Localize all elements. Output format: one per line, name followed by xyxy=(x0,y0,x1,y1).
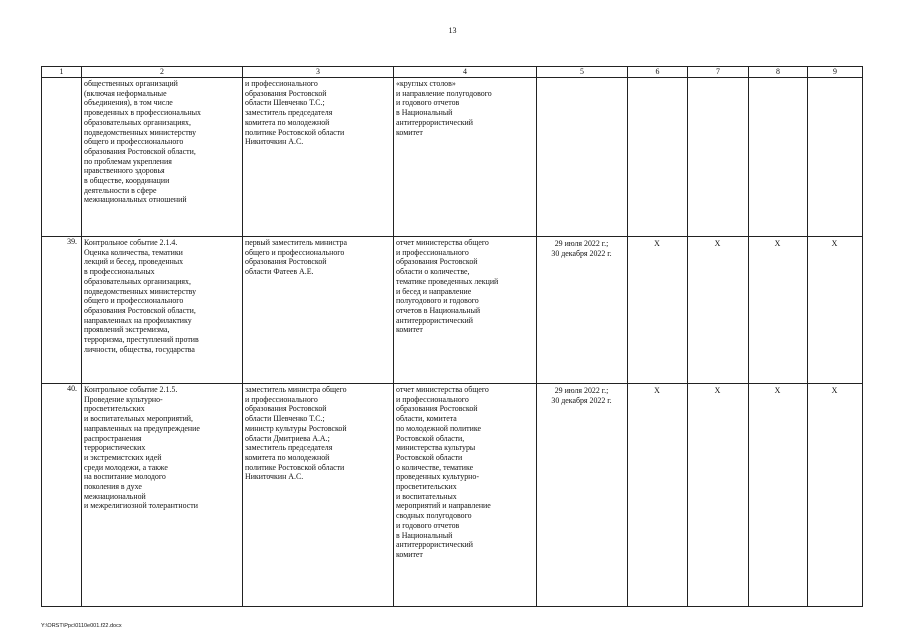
column-header: 8 xyxy=(749,67,808,78)
mark-cell xyxy=(688,78,749,237)
mark-cell: X xyxy=(628,237,688,384)
mark-cell: X xyxy=(688,237,749,384)
column-number-row xyxy=(42,67,863,78)
mark-cell: X xyxy=(628,384,688,607)
result-cell: «круглых столов» и направление полугодового и годового отчетов в Национальный антитеррористический комитет xyxy=(394,78,537,237)
date-cell: 29 июля 2022 г.; 30 декабря 2022 г. xyxy=(537,384,628,607)
event-cell: Контрольное событие 2.1.5. Проведение культурно- просветительских и воспитательных мероприятий, направленных на предупреждение распространения террористических и экстремистских идей среди молодежи, а также на воспитание молодого поколения в духе межнациональной и межрелигиозной толерантности xyxy=(82,384,243,607)
mark-cell xyxy=(808,78,863,237)
table-row xyxy=(42,78,863,237)
column-header: 5 xyxy=(537,67,628,78)
event-cell: общественных организаций (включая неформальные объединения), в том числе проведенных в профессиональных образовательных организациях, подведомственных министерству общего и профессионального образования Ростовской области, по проблемам укрепления нравственного здоровья в обществе, координации деятельности в сфере межнациональных отношений xyxy=(82,78,243,237)
column-header: 2 xyxy=(82,67,243,78)
mark-cell: X xyxy=(749,237,808,384)
event-cell: Контрольное событие 2.1.4. Оценка количества, тематики лекций и бесед, проведенных в профессиональных образовательных организациях, подведомственных министерству общего и профессионального образования Ростовской области, направленных на профилактику проявлений экстремизма, терроризма, преступлений против личности, общества, государства xyxy=(82,237,243,384)
column-header: 3 xyxy=(243,67,394,78)
column-header: 1 xyxy=(42,67,82,78)
mark-cell xyxy=(749,78,808,237)
row-number: 40. xyxy=(42,384,82,607)
mark-cell: X xyxy=(808,237,863,384)
mark-cell: X xyxy=(688,384,749,607)
column-header: 7 xyxy=(688,67,749,78)
table-row xyxy=(42,237,863,384)
column-header: 6 xyxy=(628,67,688,78)
column-header: 4 xyxy=(394,67,537,78)
result-cell: отчет министерства общего и профессионального образования Ростовской области о количестве, тематике проведенных лекций и бесед и направление полугодового и годового отчетов в Национальный антитеррористический комитет xyxy=(394,237,537,384)
table-row xyxy=(42,384,863,607)
column-header: 9 xyxy=(808,67,863,78)
measures-table xyxy=(41,66,863,607)
responsible-cell: и профессионального образования Ростовской области Шевченко Т.С.; заместитель председателя комитета по молодежной политике Ростовской области Никиточкин А.С. xyxy=(243,78,394,237)
responsible-cell: первый заместитель министра общего и профессионального образования Ростовской области Фатеев А.Е. xyxy=(243,237,394,384)
responsible-cell: заместитель министра общего и профессионального образования Ростовской области Шевченко Т.С.; министр культуры Ростовской области Дмитриева А.А.; заместитель председателя комитета по молодежной политике Ростовской области Никиточкин А.С. xyxy=(243,384,394,607)
mark-cell xyxy=(628,78,688,237)
file-path-footer: Y:\ORST\Ppc\0110e001.f22.docx xyxy=(41,623,122,629)
mark-cell: X xyxy=(749,384,808,607)
row-number: 39. xyxy=(42,237,82,384)
date-cell xyxy=(537,78,628,237)
result-cell: отчет министерства общего и профессионального образования Ростовской области, комитета по молодежной политике Ростовской области, министерства культуры Ростовской области о количестве, тематике проведенных культурно- просветительских и воспитательных мероприятий и направление сводных полугодового и годового отчетов в Национальный антитеррористический комитет xyxy=(394,384,537,607)
row-number xyxy=(42,78,82,237)
date-cell: 29 июля 2022 г.; 30 декабря 2022 г. xyxy=(537,237,628,384)
page-number: 13 xyxy=(448,26,457,35)
mark-cell: X xyxy=(808,384,863,607)
